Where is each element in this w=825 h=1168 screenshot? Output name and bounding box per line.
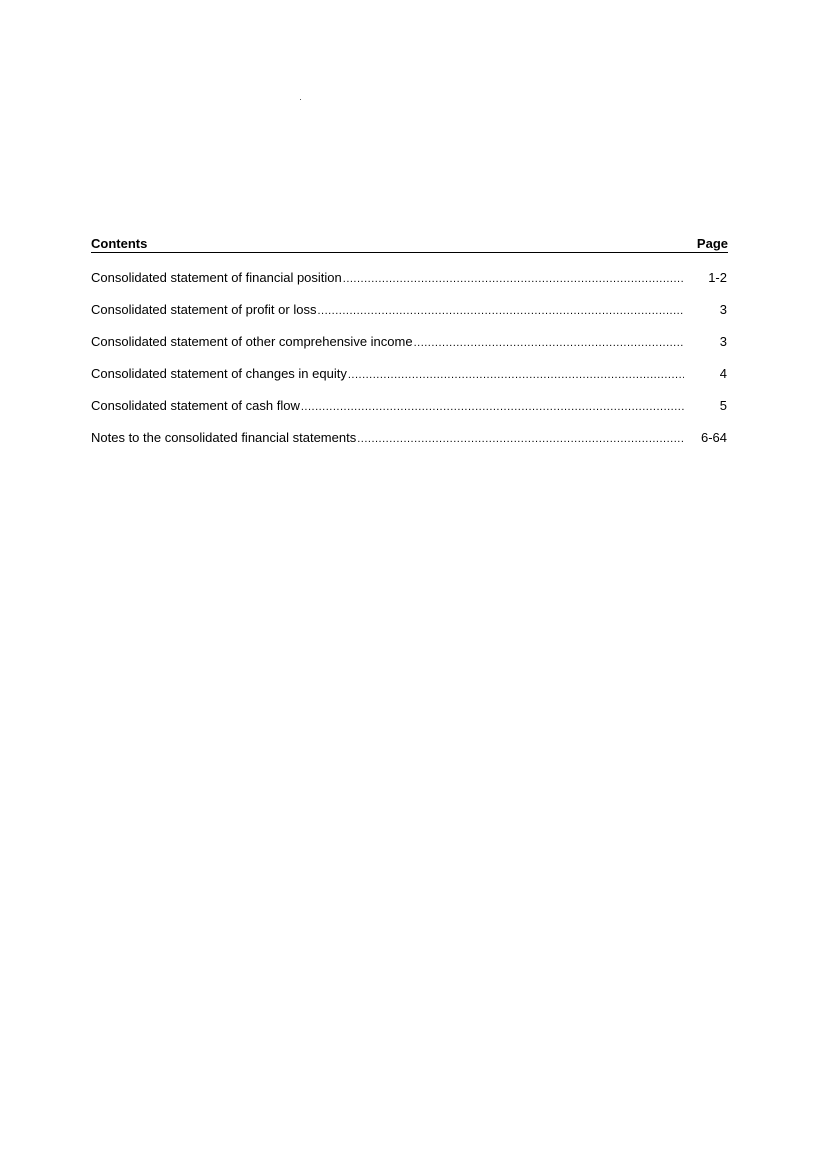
contents-heading: Contents	[91, 236, 148, 251]
toc-entry-page: 5	[719, 398, 727, 413]
toc-entry-changes-in-equity[interactable]	[91, 366, 728, 381]
stray-mark	[300, 99, 301, 100]
toc-entry-title: Consolidated statement of other comprehensive income	[91, 334, 413, 349]
toc-entry-page: 1-2	[708, 270, 727, 285]
dot-leader	[343, 272, 684, 285]
toc-entry-title: Consolidated statement of financial position	[91, 270, 342, 285]
toc-entry-title: Consolidated statement of changes in equity	[91, 366, 347, 381]
dot-leader	[414, 336, 684, 349]
dot-leader	[317, 304, 684, 317]
page-column-heading: Page	[696, 236, 728, 251]
toc-entry-cash-flow[interactable]	[91, 398, 728, 413]
toc-header	[91, 236, 728, 253]
toc-entry-title: Consolidated statement of cash flow	[91, 398, 300, 413]
toc-entry-profit-or-loss[interactable]	[91, 302, 728, 317]
toc-entry-notes[interactable]	[91, 430, 728, 445]
toc-entry-financial-position[interactable]	[91, 270, 728, 285]
toc-entry-page: 3	[719, 334, 727, 349]
toc-entry-title: Consolidated statement of profit or loss	[91, 302, 317, 317]
dot-leader	[301, 400, 684, 413]
dot-leader	[348, 368, 684, 381]
table-of-contents	[91, 236, 728, 445]
toc-entry-page: 6-64	[700, 430, 727, 445]
toc-entry-page: 3	[719, 302, 727, 317]
toc-entry-page: 4	[719, 366, 727, 381]
toc-entry-other-comprehensive-income[interactable]	[91, 334, 728, 349]
toc-entries	[91, 253, 728, 445]
toc-entry-title: Notes to the consolidated financial statements	[91, 430, 357, 445]
dot-leader	[357, 432, 684, 445]
